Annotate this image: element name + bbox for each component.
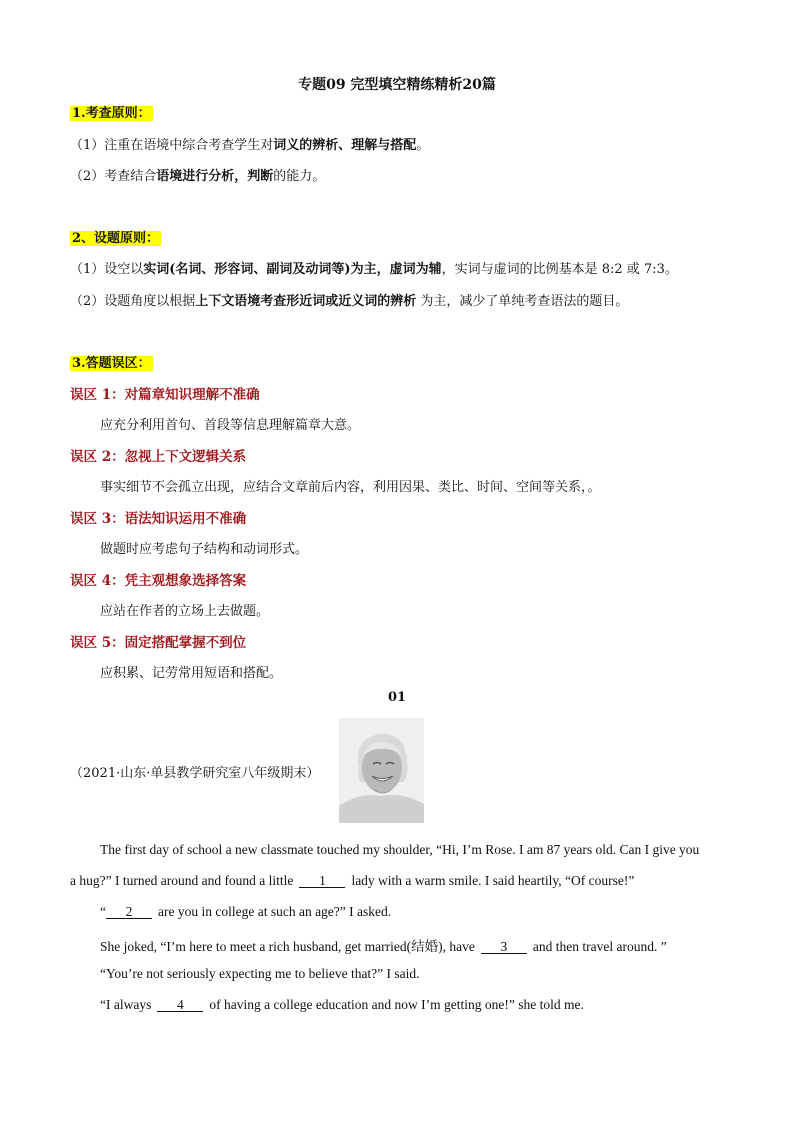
text: of having a college education and now I’m getting one!” she told me.	[209, 997, 584, 1012]
mistake-5-desc: 应积累、记劳常用短语和搭配。	[100, 666, 283, 681]
section-1-heading-row	[70, 102, 153, 121]
passage-line-2	[70, 873, 634, 889]
text: 。	[416, 138, 430, 153]
mistake-3-title: 误区 3：语法知识运用不准确	[70, 511, 247, 527]
section-1-point-1	[70, 134, 429, 153]
text: lady with a warm smile. I said heartily, “Of course!”	[351, 873, 635, 888]
mistake-2-title: 误区 2：忽视上下文逻辑关系	[70, 449, 247, 465]
blank-4: 4	[157, 998, 203, 1012]
section-2-heading: 2、设题原则：	[72, 231, 160, 246]
text: （1）注重在语境中综合考查学生对	[70, 138, 274, 153]
passage-line-1: The first day of school a new classmate touched my shoulder, “Hi, I’m Rose. I am 87 years old. Can I give you	[100, 842, 700, 857]
blank-2: 2	[106, 905, 152, 919]
section-2-point-1	[70, 258, 678, 277]
passage-line-3	[100, 904, 391, 920]
section-1-point-2	[70, 165, 325, 184]
mistake-5-title: 误区 5：固定搭配掌握不到位	[70, 635, 247, 651]
text: “	[100, 904, 106, 919]
section-3-heading: 3.答题误区：	[72, 356, 151, 371]
passage-line-5: “You’re not seriously expecting me to believe that?” I said.	[100, 966, 420, 981]
passage-number: 01	[387, 690, 407, 705]
blank-3: 3	[481, 940, 527, 954]
text: She joked, “I’m here to meet a rich husband, get married(结婚), have	[100, 939, 475, 954]
passage-line-6	[100, 997, 584, 1013]
bold-text: 上下文语境考查形近词或近义词的辨析	[195, 294, 417, 309]
passage-source: （2021·山东·单县教学研究室八年级期末）	[70, 766, 320, 781]
text: ，实词与虚词的比例基本是 8:2 或 7:3。	[441, 262, 678, 277]
text: 的能力。	[273, 169, 326, 184]
mistake-4-title: 误区 4：凭主观想象选择答案	[70, 573, 247, 589]
mistake-1-desc: 应充分利用首句、首段等信息理解篇章大意。	[100, 418, 361, 433]
section-1-heading: 1.考查原则：	[72, 106, 151, 121]
text: “I always	[100, 997, 152, 1012]
text: are you in college at such an age?” I asked.	[158, 904, 392, 919]
blank-1: 1	[299, 874, 345, 888]
bold-text: 实词(名词、形容词、副词及动词等)为主，虚词为辅	[143, 262, 442, 277]
mistake-4-desc: 应站在作者的立场上去做题。	[100, 604, 270, 619]
text: （2）考查结合	[70, 169, 157, 184]
section-2-point-2	[70, 290, 628, 309]
page-title: 专题09 完型填空精练精析20篇	[298, 77, 496, 93]
mistake-2-desc: 事实细节不会孤立出现，应结合文章前后内容，利用因果、类比、时间、空间等关系，。	[100, 480, 601, 495]
text: （2）设题角度以根据	[70, 294, 196, 309]
text: （1）设空以	[70, 262, 144, 277]
passage-line-4	[100, 935, 667, 955]
text: 为主，减少了单纯考查语法的题目。	[416, 294, 629, 309]
section-3-heading-row	[70, 352, 153, 371]
text: and then travel around. ”	[532, 939, 667, 954]
bold-text: 语境进行分析，判断	[156, 169, 274, 184]
elderly-woman-photo	[339, 718, 424, 823]
text: a hug?” I turned around and found a little	[70, 873, 294, 888]
section-2-heading-row	[70, 227, 161, 246]
mistake-1-title: 误区 1：对篇章知识理解不准确	[70, 387, 260, 403]
bold-text: 词义的辨析、理解与搭配	[273, 138, 417, 153]
elderly-woman-illustration	[339, 718, 424, 823]
mistake-3-desc: 做题时应考虑句子结构和动词形式。	[100, 542, 309, 557]
